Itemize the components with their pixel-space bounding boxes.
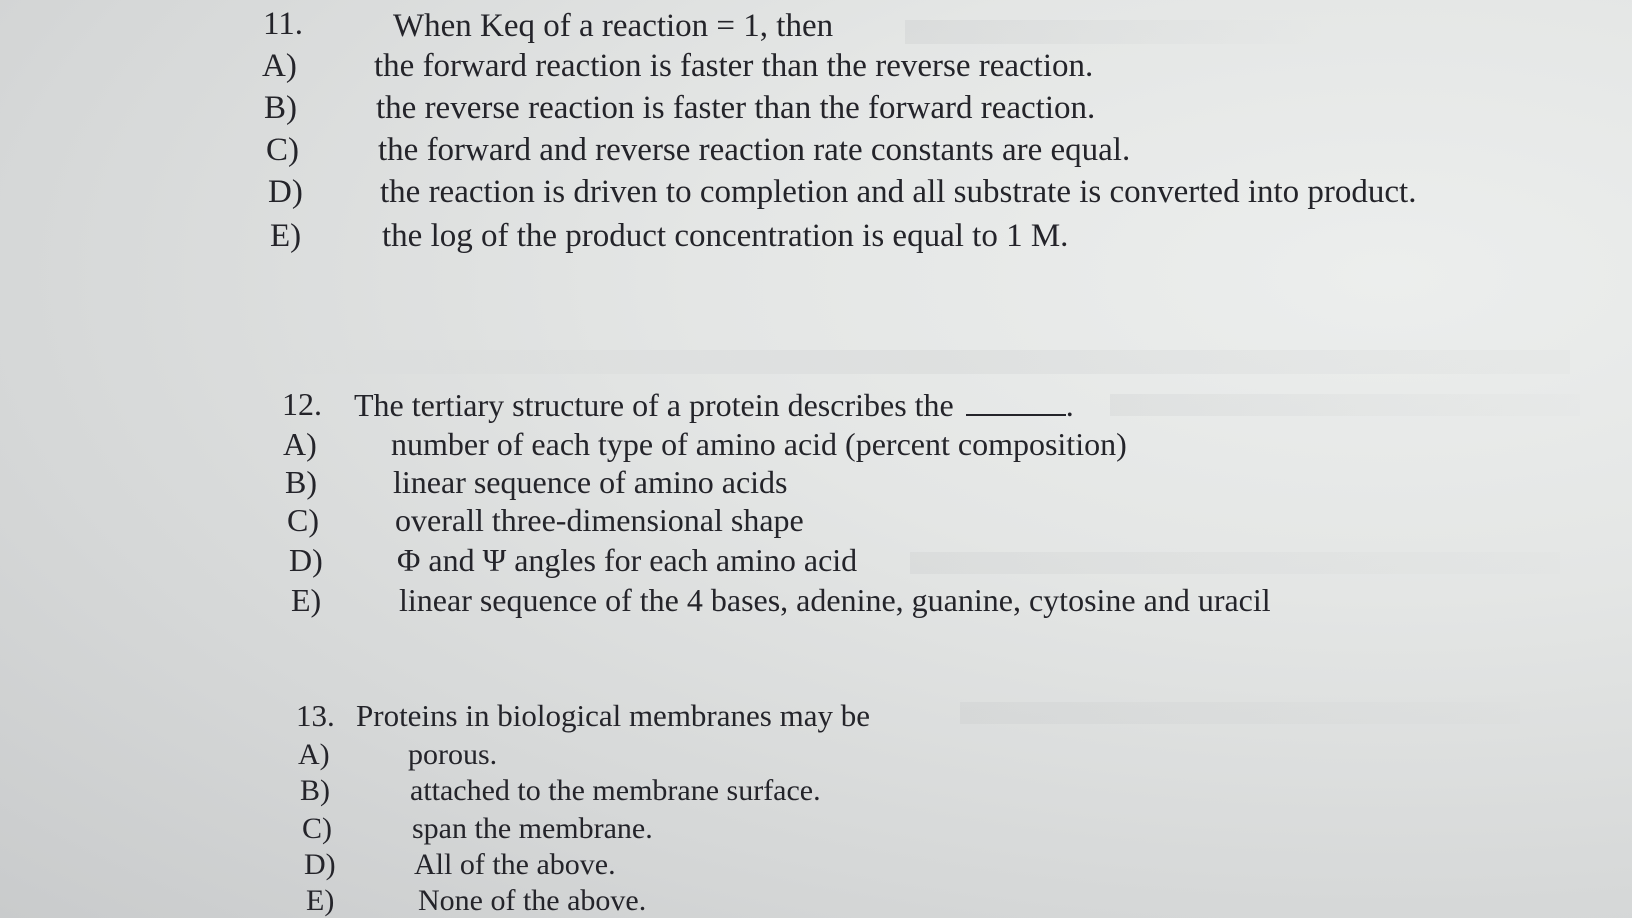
stem-end: . (1065, 387, 1074, 423)
option-letter: A) (298, 738, 330, 771)
option-letter: D) (268, 174, 303, 210)
option-text: number of each type of amino acid (percent composition) (391, 426, 1127, 462)
question-stem-with-blank (354, 388, 1074, 421)
question-stem: Proteins in biological membranes may be (356, 698, 870, 733)
option-text: linear sequence of amino acids (393, 464, 788, 500)
option-letter: C) (302, 812, 332, 845)
question-number: 11. (263, 6, 304, 42)
option-letter: B) (300, 774, 330, 807)
option-text: the reaction is driven to completion and all substrate is converted into product. (380, 174, 1417, 210)
option-text: the log of the product concentration is equal to 1 M. (382, 218, 1069, 254)
option-letter: D) (289, 542, 323, 578)
option-letter: E) (270, 218, 302, 254)
option-text: linear sequence of the 4 bases, adenine, guanine, cytosine and uracil (399, 582, 1271, 618)
bleed-through-mark (910, 552, 1560, 574)
option-text: the reverse reaction is faster than the forward reaction. (376, 90, 1096, 126)
option-letter: C) (266, 132, 299, 168)
bleed-through-mark (270, 350, 1570, 374)
question-number: 12. (282, 386, 322, 422)
option-letter: A) (262, 48, 297, 84)
option-letter: A) (283, 426, 317, 462)
option-text: porous. (408, 738, 498, 771)
option-text: attached to the membrane surface. (410, 774, 821, 807)
option-letter: E) (291, 582, 322, 618)
option-text: None of the above. (418, 884, 647, 917)
option-text: Φ and Ψ angles for each amino acid (397, 542, 858, 578)
option-text: overall three-dimensional shape (395, 502, 804, 538)
option-letter: D) (304, 848, 336, 881)
option-text: the forward reaction is faster than the reverse reaction. (374, 48, 1094, 84)
bleed-through-mark (905, 20, 1325, 44)
bleed-through-mark (1110, 394, 1580, 416)
option-letter: B) (264, 90, 297, 126)
question-stem: When Keq of a reaction = 1, then (393, 8, 834, 44)
option-letter: C) (287, 502, 319, 538)
option-letter: B) (285, 464, 317, 500)
option-letter: E) (306, 884, 335, 917)
question-number: 13. (296, 698, 335, 733)
option-text: the forward and reverse reaction rate constants are equal. (378, 132, 1131, 168)
question-stem: The tertiary structure of a protein describes the (354, 387, 954, 423)
option-text: span the membrane. (412, 812, 653, 845)
fill-in-blank (966, 388, 1066, 416)
bleed-through-mark (960, 702, 1520, 724)
option-text: All of the above. (414, 848, 616, 881)
